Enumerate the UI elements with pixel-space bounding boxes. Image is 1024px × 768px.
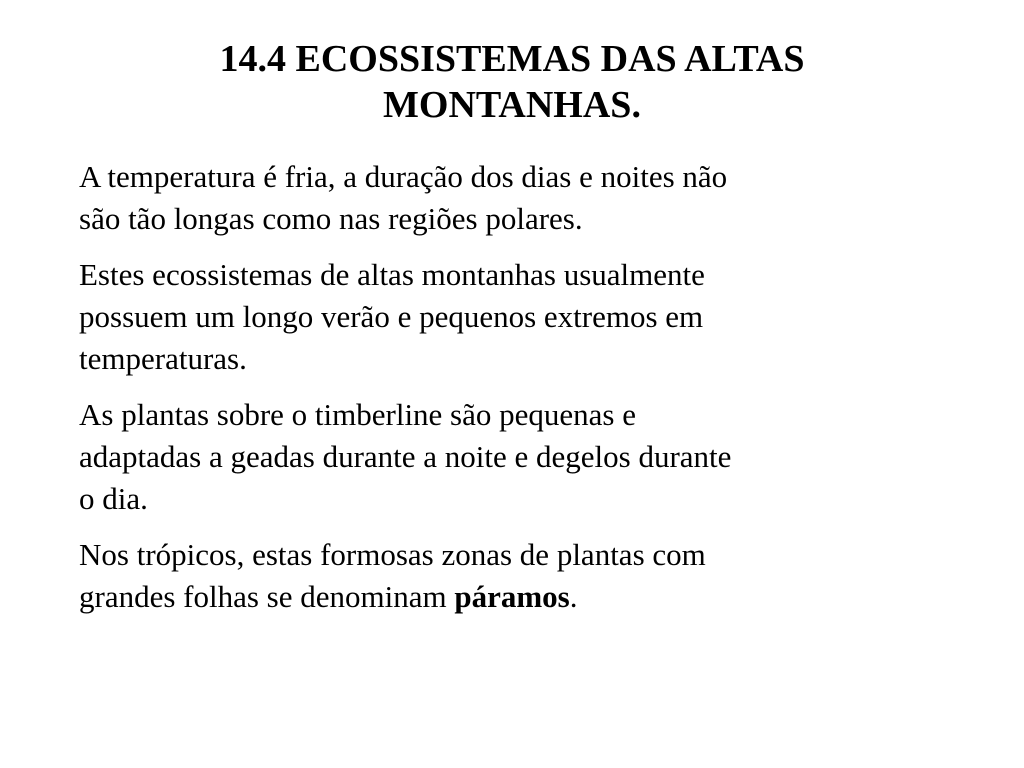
paragraph-line: As plantas sobre o timberline são pequenas e <box>79 397 636 432</box>
slide-body <box>79 156 959 632</box>
paragraph-line: são tão longas como nas regiões polares. <box>79 201 583 236</box>
paragraph-line: possuem um longo verão e pequenos extremos em <box>79 299 704 334</box>
title-line-1: 14.4 ECOSSISTEMAS DAS ALTAS <box>219 38 805 80</box>
paragraph-line: Nos trópicos, estas formosas zonas de plantas com <box>79 537 706 572</box>
paragraph-ecosystems <box>79 254 959 380</box>
paragraph-line: Estes ecossistemas de altas montanhas usualmente <box>79 257 705 292</box>
paragraph-text: . <box>569 579 578 614</box>
paragraph-temperature <box>79 156 959 240</box>
paragraph-tropics <box>79 534 959 618</box>
paragraph-line: temperaturas. <box>79 341 247 376</box>
paragraph-text: grandes folhas se denominam <box>79 579 455 614</box>
paragraph-plants <box>79 394 959 520</box>
paragraph-line: o dia. <box>79 481 148 516</box>
paragraph-line-last <box>79 576 959 618</box>
paragraph-line: adaptadas a geadas durante a noite e degelos durante <box>79 439 732 474</box>
slide-title <box>60 36 964 128</box>
title-line-2: MONTANHAS. <box>383 84 641 126</box>
term-paramos: páramos <box>454 579 570 614</box>
paragraph-line: A temperatura é fria, a duração dos dias e noites não <box>79 159 728 194</box>
